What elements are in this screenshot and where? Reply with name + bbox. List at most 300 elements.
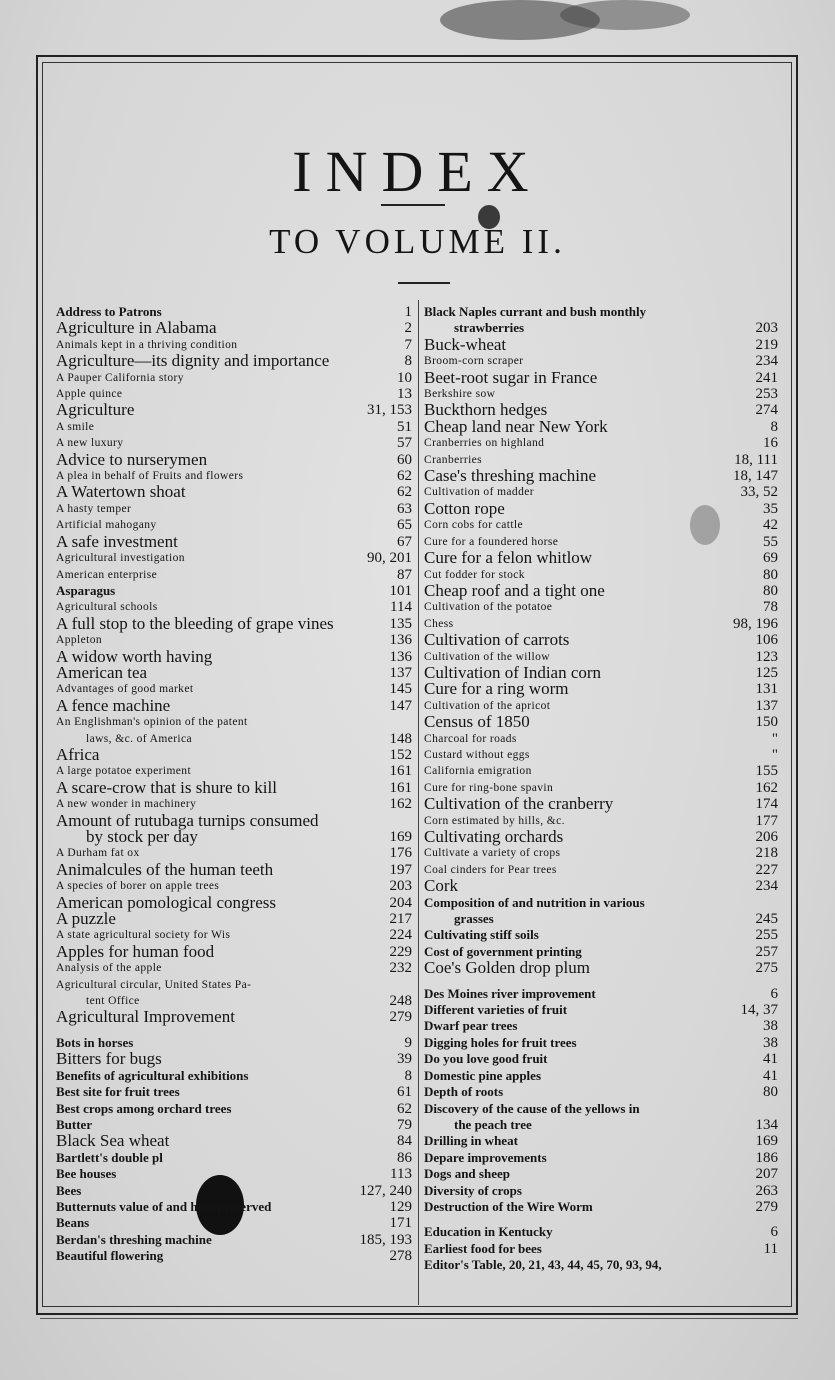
entry-page-numbers: 35 — [763, 500, 778, 517]
entry-page-numbers: 7 — [404, 336, 412, 353]
entry-page-numbers: 67 — [397, 533, 412, 550]
entry-page-numbers: 90, 201 — [367, 550, 412, 567]
entry-page-numbers: 279 — [755, 1198, 778, 1215]
entry-title: Cultivation of Indian corn — [424, 662, 602, 682]
entry-page-numbers: 38 — [763, 1018, 778, 1035]
entry-page-numbers: 248 — [389, 993, 412, 1010]
entry-page-numbers: 69 — [763, 550, 778, 567]
entry-page-numbers: 241 — [755, 369, 778, 386]
entry-title: Cultivate a variety of crops — [424, 847, 561, 860]
entry-title: Agricultural investigation — [56, 552, 185, 565]
index-entry — [424, 1018, 778, 1034]
entry-page-numbers: 84 — [397, 1133, 412, 1150]
entry-title: Bees — [56, 1182, 82, 1198]
entry-page-numbers: 162 — [389, 796, 412, 813]
entry-title: Bartlett's double pl — [56, 1149, 163, 1165]
index-entry — [56, 1101, 412, 1117]
entry-title: Cork — [424, 876, 458, 896]
entry-title: A smile — [56, 420, 95, 433]
index-entry — [56, 419, 412, 435]
entry-page-numbers: 217 — [389, 911, 412, 928]
entry-title-continuation: the peach tree — [454, 1116, 532, 1132]
entry-title: Domestic pine apples — [424, 1067, 541, 1083]
entry-page-numbers: 101 — [389, 582, 412, 599]
entry-title: Discovery of the cause of the yellows in — [424, 1100, 640, 1116]
entry-title: Cultivation of the potatoe — [424, 601, 553, 614]
entry-page-numbers: 152 — [389, 746, 412, 763]
entry-title: Agricultural schools — [56, 601, 158, 614]
entry-title: Cultivation of the apricot — [424, 699, 551, 712]
index-entry — [56, 501, 412, 517]
title-rule — [381, 204, 445, 206]
entry-title: Chess — [424, 617, 454, 630]
entry-page-numbers: 63 — [397, 500, 412, 517]
entry-page-numbers: 1 — [404, 304, 412, 320]
entry-title: Agriculture in Alabama — [56, 318, 217, 338]
entry-page-numbers: 41 — [763, 1067, 778, 1084]
index-entry — [424, 334, 778, 354]
index-entry — [56, 911, 412, 927]
entry-page-numbers: 162 — [755, 779, 778, 796]
entry-title: Cultivation of madder — [424, 486, 534, 499]
entry-title: Charcoal for roads — [424, 732, 517, 745]
section-gap — [424, 1215, 778, 1224]
index-entry — [56, 583, 412, 599]
entry-title: California emigration — [424, 765, 532, 778]
entry-page-numbers: 86 — [397, 1149, 412, 1166]
entry-title: Animalcules of the human teeth — [56, 859, 274, 879]
entry-title: Cost of government printing — [424, 943, 582, 959]
entry-page-numbers: 177 — [755, 812, 778, 829]
index-entry — [424, 632, 778, 648]
entry-page-numbers: 234 — [755, 353, 778, 370]
entry-title: Best site for fruit trees — [56, 1084, 180, 1100]
entry-page-numbers: 11 — [763, 1240, 778, 1257]
entry-title: American enterprise — [56, 568, 158, 581]
index-entry — [56, 1215, 412, 1231]
entry-page-numbers: 80 — [763, 1084, 778, 1101]
entry-page-numbers: 197 — [389, 861, 412, 878]
entry-title: A Pauper California story — [56, 371, 184, 384]
entry-title: Africa — [56, 744, 100, 764]
entry-page-numbers: 98, 196 — [733, 615, 778, 632]
index-entry — [424, 599, 778, 615]
index-entry — [424, 1101, 778, 1134]
entry-title: Berkshire sow — [424, 388, 496, 401]
entry-page-numbers: 13 — [397, 386, 412, 403]
entry-title: Corn cobs for cattle — [424, 519, 524, 532]
entry-page-numbers: 136 — [389, 648, 412, 665]
entry-page-numbers: 79 — [397, 1116, 412, 1133]
entry-page-numbers: 42 — [763, 517, 778, 534]
entry-page-numbers: 137 — [755, 697, 778, 714]
entry-title: A new wonder in machinery — [56, 798, 197, 811]
entry-page-numbers: 10 — [397, 369, 412, 386]
index-entry — [56, 402, 412, 418]
index-entry — [424, 367, 778, 387]
index-entry — [424, 895, 778, 928]
entry-page-numbers: 171 — [389, 1215, 412, 1232]
index-entry — [56, 1166, 412, 1182]
entry-title: Drilling in wheat — [424, 1133, 518, 1149]
entry-page-numbers: 62 — [397, 484, 412, 501]
entry-page-numbers: 232 — [389, 960, 412, 977]
entry-page-numbers: 174 — [755, 796, 778, 813]
entry-title: A hasty temper — [56, 502, 132, 515]
entry-title: Advice to nurserymen — [56, 449, 208, 469]
index-entry — [56, 941, 412, 961]
entry-page-numbers: 80 — [763, 582, 778, 599]
entry-title: Cultivating orchards — [424, 827, 564, 846]
entry-title: Buck-wheat — [424, 334, 507, 354]
entry-title: Custard without eggs — [424, 748, 530, 761]
entry-title: Education in Kentucky — [424, 1224, 553, 1240]
entry-page-numbers: 114 — [390, 599, 412, 616]
index-entry — [56, 1133, 412, 1149]
index-entry — [424, 845, 778, 861]
entry-page-numbers: 39 — [397, 1051, 412, 1068]
entry-title: Buckthorn hedges — [424, 400, 548, 420]
index-entry — [56, 353, 412, 369]
entry-page-numbers: 80 — [763, 566, 778, 583]
entry-page-numbers: 169 — [755, 1133, 778, 1150]
entry-title: Agriculture—its dignity and importance — [56, 351, 330, 371]
entry-page-numbers: 131 — [755, 681, 778, 698]
index-entry — [424, 1002, 778, 1018]
section-gap — [424, 977, 778, 986]
entry-title: A puzzle — [56, 909, 116, 929]
entry-page-numbers: 203 — [755, 320, 778, 337]
index-entry — [424, 517, 778, 533]
index-entry — [424, 468, 778, 484]
entry-title: Digging holes for fruit trees — [424, 1034, 577, 1050]
entry-page-numbers: 227 — [755, 861, 778, 878]
entry-page-numbers: 278 — [389, 1248, 412, 1265]
entry-page-numbers: 257 — [755, 943, 778, 960]
entry-title: A Watertown shoat — [56, 482, 186, 502]
entry-page-numbers: 129 — [389, 1198, 412, 1215]
index-entry — [424, 862, 778, 878]
entry-page-numbers: 145 — [389, 681, 412, 698]
entry-title: Dogs and sheep — [424, 1166, 510, 1182]
index-entry — [56, 1199, 412, 1215]
index-entry — [424, 763, 778, 779]
entry-page-numbers: 206 — [755, 829, 778, 845]
index-entry — [56, 449, 412, 469]
entry-title: Bitters for bugs — [56, 1049, 162, 1069]
entry-title: Cultivation of carrots — [424, 630, 570, 650]
index-entry — [424, 1257, 778, 1273]
entry-title: Census of 1850 — [424, 712, 530, 732]
entry-page-numbers: " — [771, 746, 778, 763]
entry-page-numbers: 204 — [389, 894, 412, 911]
entry-title: Best crops among orchard trees — [56, 1100, 232, 1116]
entry-page-numbers: 8 — [404, 353, 412, 370]
entry-title: Do you love good fruit — [424, 1051, 548, 1067]
entry-page-numbers: 275 — [755, 960, 778, 977]
entry-title: Cure for ring-bone spavin — [424, 781, 554, 794]
entry-page-numbers: 186 — [755, 1149, 778, 1166]
entry-title: Asparagus — [56, 582, 116, 598]
entry-page-numbers: 38 — [763, 1034, 778, 1051]
entry-title: A full stop to the bleeding of grape vines — [56, 613, 334, 633]
entry-title: Beautiful flowering — [56, 1248, 164, 1264]
index-entry — [56, 613, 412, 633]
entry-page-numbers: 113 — [390, 1166, 412, 1183]
index-entry — [424, 1133, 778, 1149]
entry-title-continuation: laws, &c. of America — [86, 732, 193, 745]
entry-page-numbers: 55 — [763, 533, 778, 550]
entry-page-numbers: 8 — [404, 1067, 412, 1084]
index-entry — [424, 681, 778, 697]
entry-title: Appleton — [56, 634, 102, 647]
entry-title: Apples for human food — [56, 941, 215, 961]
index-entry — [56, 1009, 412, 1025]
index-entry — [424, 731, 778, 747]
index-entry — [424, 1084, 778, 1100]
entry-title: Benefits of agricultural exhibitions — [56, 1067, 249, 1083]
entry-page-numbers: 18, 147 — [733, 468, 778, 485]
entry-page-numbers: 65 — [397, 517, 412, 534]
entry-title: Coe's Golden drop plum — [424, 958, 590, 978]
entry-title: American tea — [56, 662, 148, 682]
entry-title: A state agricultural society for Wis — [56, 929, 231, 942]
index-entry — [424, 1199, 778, 1215]
entry-page-numbers: 135 — [389, 615, 412, 632]
entry-page-numbers: 137 — [389, 664, 412, 681]
index-entry — [424, 550, 778, 566]
entry-title: Cheap land near New York — [424, 416, 608, 436]
index-entry — [424, 1183, 778, 1199]
entry-title: Case's threshing machine — [424, 466, 597, 486]
index-entry — [56, 859, 412, 879]
entry-page-numbers: 106 — [755, 632, 778, 649]
entry-page-numbers: 255 — [755, 927, 778, 944]
entry-title: Address to Patrons — [56, 304, 162, 319]
index-entry — [424, 1068, 778, 1084]
entry-page-numbers: 62 — [397, 1100, 412, 1117]
entry-title: American pomological congress — [56, 892, 276, 912]
index-entry — [424, 435, 778, 451]
entry-page-numbers: " — [771, 730, 778, 747]
entry-title: Depare improvements — [424, 1149, 547, 1165]
entry-page-numbers: 8 — [770, 418, 778, 435]
index-entry — [56, 714, 412, 747]
entry-page-numbers: 33, 52 — [740, 484, 778, 501]
entry-title-continuation: grasses — [454, 911, 494, 927]
entry-title: Earliest food for bees — [424, 1240, 542, 1256]
index-entry — [56, 550, 412, 566]
entry-page-numbers: 203 — [389, 878, 412, 895]
entry-page-numbers: 185, 193 — [359, 1231, 412, 1248]
index-entry — [56, 1084, 412, 1100]
entry-title: Dwarf pear trees — [424, 1018, 518, 1034]
entry-page-numbers: 161 — [389, 779, 412, 796]
entry-page-numbers: 253 — [755, 386, 778, 403]
entry-title: A Durham fat ox — [56, 847, 140, 860]
entry-page-numbers: 41 — [763, 1051, 778, 1068]
entry-page-numbers: 6 — [770, 985, 778, 1002]
entry-title: A large potatoe experiment — [56, 765, 192, 778]
index-entry — [56, 1183, 412, 1199]
entry-page-numbers: 9 — [404, 1034, 412, 1051]
entry-page-numbers: 14, 37 — [740, 1002, 778, 1019]
entry-page-numbers: 219 — [755, 336, 778, 353]
entry-title: Black Sea wheat — [56, 1131, 170, 1151]
entry-title: Advantages of good market — [56, 683, 194, 696]
entry-page-numbers: 123 — [755, 648, 778, 665]
page-subtitle: TO VOLUME II. — [269, 222, 566, 261]
entry-page-numbers: 60 — [397, 451, 412, 468]
entry-page-numbers: 169 — [389, 829, 412, 845]
index-entry — [56, 370, 412, 386]
entry-title: Editor's Table, 20, 21, 43, 44, 45, 70, 93, 94, — [424, 1257, 662, 1273]
index-entry — [424, 1224, 778, 1240]
entry-page-numbers: 136 — [389, 632, 412, 649]
index-entry — [424, 1035, 778, 1051]
entry-title: An Englishman's opinion of the patent — [56, 716, 248, 729]
index-entry — [424, 747, 778, 763]
entry-page-numbers: 229 — [389, 943, 412, 960]
index-entry — [424, 1241, 778, 1257]
entry-title: Bee houses — [56, 1166, 117, 1182]
ink-stain — [560, 0, 690, 30]
entry-page-numbers: 134 — [755, 1116, 778, 1133]
entry-title: Composition of and nutrition in various — [424, 894, 645, 910]
entry-page-numbers: 16 — [763, 435, 778, 452]
index-entry — [56, 810, 412, 846]
entry-title: A safe investment — [56, 531, 178, 551]
entry-page-numbers: 2 — [404, 320, 412, 337]
page-title: INDEX — [292, 139, 543, 204]
index-entry — [56, 567, 412, 583]
entry-page-numbers: 51 — [397, 418, 412, 435]
entry-title: Bots in horses — [56, 1034, 134, 1050]
entry-title: Cranberries on highland — [424, 437, 545, 450]
entry-page-numbers: 150 — [755, 714, 778, 731]
entry-title: Cure for a felon whitlow — [424, 548, 593, 568]
index-entry — [424, 960, 778, 976]
entry-title: Black Naples currant and bush monthly — [424, 304, 647, 319]
index-entry — [424, 1166, 778, 1182]
section-gap — [56, 1026, 412, 1035]
index-entry — [56, 1068, 412, 1084]
index-entry — [424, 986, 778, 1002]
entry-title: A scare-crow that is shure to kill — [56, 777, 277, 797]
entry-page-numbers: 148 — [389, 730, 412, 747]
entry-title-continuation: tent Office — [86, 995, 140, 1008]
entry-page-numbers: 87 — [397, 566, 412, 583]
entry-page-numbers: 176 — [389, 845, 412, 862]
bottom-rule — [40, 1318, 798, 1319]
entry-title: Cranberries — [424, 453, 483, 466]
index-entry — [56, 531, 412, 551]
entry-page-numbers: 155 — [755, 763, 778, 780]
entry-title: Des Moines river improvement — [424, 985, 596, 1001]
entry-page-numbers: 62 — [397, 468, 412, 485]
index-entry — [56, 320, 412, 336]
entry-page-numbers: 245 — [755, 911, 778, 928]
entry-page-numbers: 57 — [397, 435, 412, 452]
entry-page-numbers: 274 — [755, 402, 778, 419]
index-entry — [424, 714, 778, 730]
index-entry — [56, 777, 412, 797]
entry-title: Cut fodder for stock — [424, 568, 525, 581]
entry-page-numbers: 234 — [755, 878, 778, 895]
entry-title-continuation: strawberries — [454, 320, 525, 336]
index-column-right — [424, 304, 778, 1274]
entry-title: A widow worth having — [56, 646, 213, 666]
entry-page-numbers: 6 — [770, 1224, 778, 1241]
entry-page-numbers: 207 — [755, 1166, 778, 1183]
entry-title: Diversity of crops — [424, 1182, 522, 1198]
index-entry — [56, 744, 412, 764]
entry-page-numbers: 127, 240 — [359, 1182, 412, 1199]
index-entry — [424, 1150, 778, 1166]
entry-title: A plea in behalf of Fruits and flowers — [56, 470, 244, 483]
entry-title: Cultivation of the cranberry — [424, 794, 614, 814]
entry-page-numbers: 224 — [389, 927, 412, 944]
entry-page-numbers: 279 — [389, 1009, 412, 1026]
entry-title: Cotton rope — [424, 498, 505, 518]
entry-page-numbers: 78 — [763, 599, 778, 616]
entry-title: Different varieties of fruit — [424, 1002, 568, 1018]
index-entry — [56, 960, 412, 976]
entry-title: Butter — [56, 1116, 93, 1132]
index-entry — [56, 1051, 412, 1067]
index-entry — [56, 1232, 412, 1248]
index-entry — [56, 484, 412, 500]
entry-page-numbers: 161 — [389, 763, 412, 780]
subtitle-rule — [398, 282, 450, 284]
entry-title: Apple quince — [56, 388, 123, 401]
entry-page-numbers: 125 — [755, 664, 778, 681]
entry-title: A new luxury — [56, 437, 124, 450]
entry-title-continuation: by stock per day — [86, 827, 198, 846]
column-divider — [418, 300, 419, 1305]
entry-title: Butternuts value of and how preserved — [56, 1198, 272, 1214]
index-entry — [56, 977, 412, 1010]
index-entry — [56, 662, 412, 682]
entry-page-numbers: 263 — [755, 1182, 778, 1199]
index-entry — [424, 304, 778, 337]
entry-title: Berdan's threshing machine — [56, 1231, 212, 1247]
index-entry — [56, 1248, 412, 1264]
index-entry — [424, 416, 778, 436]
entry-page-numbers: 31, 153 — [367, 402, 412, 419]
entry-title: Amount of rutubaga turnips consumed — [56, 810, 319, 830]
index-column-left — [56, 304, 412, 1265]
entry-title: Cure for a foundered horse — [424, 535, 559, 548]
index-entry — [424, 796, 778, 812]
index-entry — [424, 878, 778, 894]
index-entry — [56, 695, 412, 715]
entry-page-numbers: 218 — [755, 845, 778, 862]
entry-title: A fence machine — [56, 695, 171, 715]
entry-title: Cultivating stiff soils — [424, 927, 539, 943]
entry-page-numbers: 147 — [389, 697, 412, 714]
entry-title: Agricultural circular, United States Pa- — [56, 978, 252, 991]
index-entry — [424, 829, 778, 845]
entry-title: Coal cinders for Pear trees — [424, 863, 557, 876]
entry-title: Artificial mahogany — [56, 519, 157, 532]
entry-title: Corn estimated by hills, &c. — [424, 814, 565, 827]
index-entry — [424, 1051, 778, 1067]
entry-title: Agricultural Improvement — [56, 1007, 235, 1027]
entry-title: Depth of roots — [424, 1084, 504, 1100]
entry-title: A species of borer on apple trees — [56, 880, 220, 893]
index-entry — [424, 498, 778, 518]
